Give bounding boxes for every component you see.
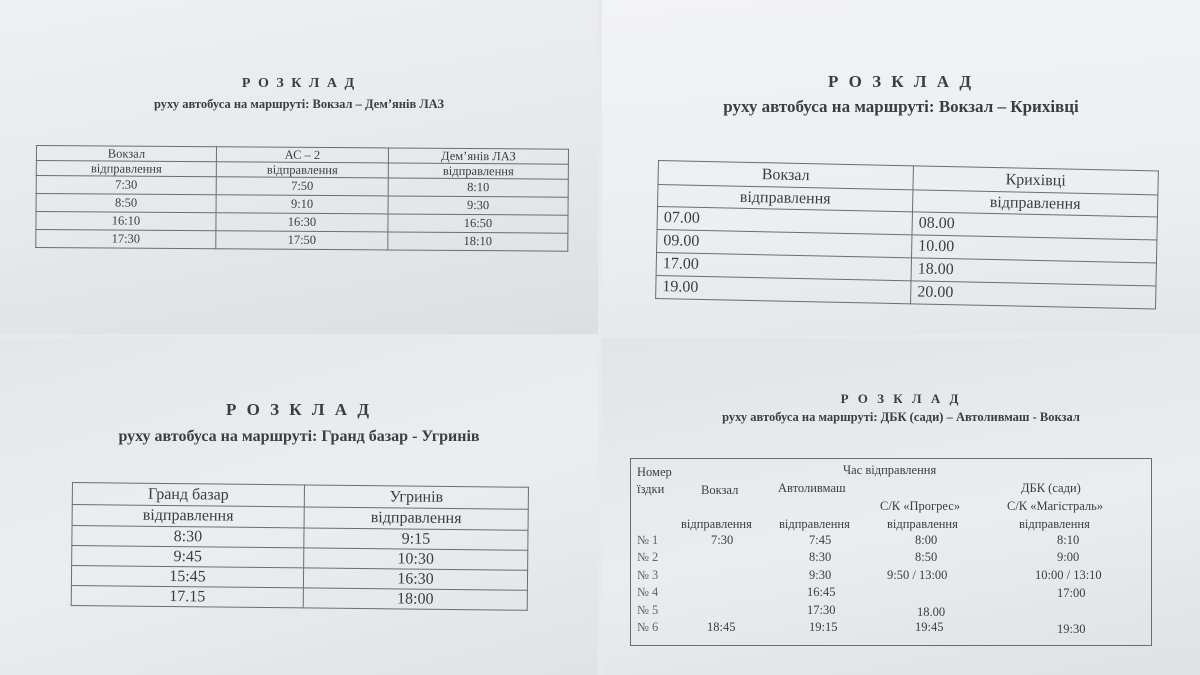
departure-time-header: Час відправлення <box>843 463 937 477</box>
time-cell: 8:30 <box>72 526 304 548</box>
column-header-krykhivtsi: Крихівці <box>913 166 1158 195</box>
timetable <box>71 482 529 611</box>
route-subtitle: руху автобуса на маршруті: Вокзал – Крихівці <box>723 97 1079 116</box>
column-sublabel: відправлення <box>304 507 528 530</box>
timetable <box>630 458 1152 646</box>
time-cell: 19:15 <box>809 620 838 634</box>
column-sublabel: відправлення <box>658 185 913 212</box>
time-cell: 19.00 <box>656 275 911 303</box>
trip-number-cell: № 6 <box>637 620 659 634</box>
column-header-vokzal: Вокзал <box>701 483 739 497</box>
column-header-vokzal: Вокзал <box>658 161 913 190</box>
time-cell: 8:50 <box>36 194 216 213</box>
time-cell: 18:00 <box>303 588 527 610</box>
time-cell: 16:30 <box>216 213 388 232</box>
trip-number-cell: № 5 <box>637 603 659 617</box>
time-cell: 10.00 <box>912 235 1157 263</box>
time-cell: 7:50 <box>216 177 388 196</box>
table-row <box>36 230 568 252</box>
time-cell: 07.00 <box>657 207 912 235</box>
timetable <box>35 145 569 252</box>
time-cell: 16:50 <box>388 214 568 233</box>
column-header-vokzal: Вокзал <box>36 146 216 162</box>
time-cell: 19:45 <box>915 620 944 634</box>
time-cell: 17:00 <box>1057 586 1086 600</box>
column-header-dbk: ДБК (сади) <box>1021 481 1081 495</box>
trip-number-cell: № 3 <box>637 568 659 582</box>
time-cell: 09.00 <box>657 229 912 257</box>
column-sublabel: відправлення <box>681 517 752 531</box>
column-sublabel: відправлення <box>388 163 568 179</box>
time-cell: 9:30 <box>809 568 832 582</box>
column-sublabel: відправлення <box>912 190 1157 217</box>
time-cell: 8:30 <box>809 550 832 564</box>
column-header-progres: С/К «Прогрес» <box>880 499 961 513</box>
trip-number-cell: № 1 <box>637 533 659 547</box>
time-cell: 7:45 <box>809 533 832 547</box>
column-header-uhryniv: Угринів <box>304 485 528 509</box>
time-cell: 8:00 <box>915 533 938 547</box>
time-cell: 16:45 <box>807 585 836 599</box>
column-header-grand-bazar: Гранд базар <box>72 483 304 507</box>
column-sublabel: відправлення <box>36 161 216 177</box>
column-sublabel: відправлення <box>887 517 958 531</box>
route-subtitle: руху автобуса на маршруті: Гранд базар - Угринів <box>118 428 480 445</box>
time-cell: 7:30 <box>36 176 216 195</box>
time-cell: 9:30 <box>388 196 568 215</box>
trip-number-header: їздки <box>637 482 665 496</box>
time-cell: 18.00 <box>917 605 946 619</box>
time-cell: 9:00 <box>1057 550 1080 564</box>
time-cell: 08.00 <box>912 212 1157 240</box>
schedule-title: Р О З К Л А Д <box>225 400 373 419</box>
column-sublabel: відправлення <box>216 162 388 178</box>
schedule-title: Р О З К Л А Д <box>241 76 357 91</box>
timetable <box>655 160 1159 309</box>
time-cell: 17:50 <box>216 231 388 250</box>
time-cell: 16:30 <box>303 568 527 590</box>
time-cell: 8:50 <box>915 550 938 564</box>
column-header-magistral: С/К «Магістраль» <box>1007 499 1104 513</box>
column-sublabel: відправлення <box>72 505 304 528</box>
schedule-panel-vokzal-demianiv <box>0 0 598 334</box>
time-cell: 10:00 / 13:10 <box>1035 568 1102 582</box>
time-cell: 7:30 <box>711 533 734 547</box>
column-header-as2: АС – 2 <box>216 147 388 163</box>
route-subtitle: руху автобуса на маршруті: Вокзал – Дем’янів ЛАЗ <box>154 97 444 111</box>
time-cell: 16:10 <box>36 212 216 231</box>
column-header-avtolyvmash: Автоливмаш <box>778 481 846 495</box>
trip-number-cell: № 2 <box>637 550 659 564</box>
time-cell: 9:10 <box>216 195 388 214</box>
table-row <box>71 585 527 610</box>
trip-number-header: Номер <box>637 465 672 479</box>
route-subtitle: руху автобуса на маршруті: ДБК (сади) – Автоливмаш - Вокзал <box>722 410 1080 424</box>
time-cell: 18.00 <box>911 258 1156 286</box>
time-cell: 17.00 <box>656 252 911 280</box>
time-cell: 20.00 <box>911 281 1156 309</box>
time-cell: 8:10 <box>1057 533 1080 547</box>
time-cell: 17:30 <box>807 603 836 617</box>
time-cell: 9:50 / 13:00 <box>887 568 948 582</box>
time-cell: 17.15 <box>71 585 303 607</box>
column-sublabel: відправлення <box>779 517 850 531</box>
schedule-panel-vokzal-krykhivtsi <box>602 0 1200 334</box>
time-cell: 9:45 <box>72 546 304 568</box>
schedule-panel-grand-bazar-uhryniv <box>0 338 598 675</box>
time-cell: 18:10 <box>388 232 568 251</box>
time-cell: 9:15 <box>304 528 528 550</box>
column-header-demianiv: Дем’янів ЛАЗ <box>388 148 568 164</box>
time-cell: 19:30 <box>1057 622 1086 636</box>
time-cell: 10:30 <box>304 548 528 570</box>
schedule-title: Р О З К Л А Д <box>840 391 962 406</box>
trip-number-cell: № 4 <box>637 585 659 599</box>
time-cell: 17:30 <box>36 230 216 249</box>
time-cell: 8:10 <box>388 178 568 197</box>
time-cell: 18:45 <box>707 620 736 634</box>
schedule-title: Р О З К Л А Д <box>827 72 975 91</box>
time-cell: 15:45 <box>71 566 303 588</box>
schedule-panel-dbk-avtolyvmash-vokzal <box>602 338 1200 675</box>
column-sublabel: відправлення <box>1019 517 1090 531</box>
